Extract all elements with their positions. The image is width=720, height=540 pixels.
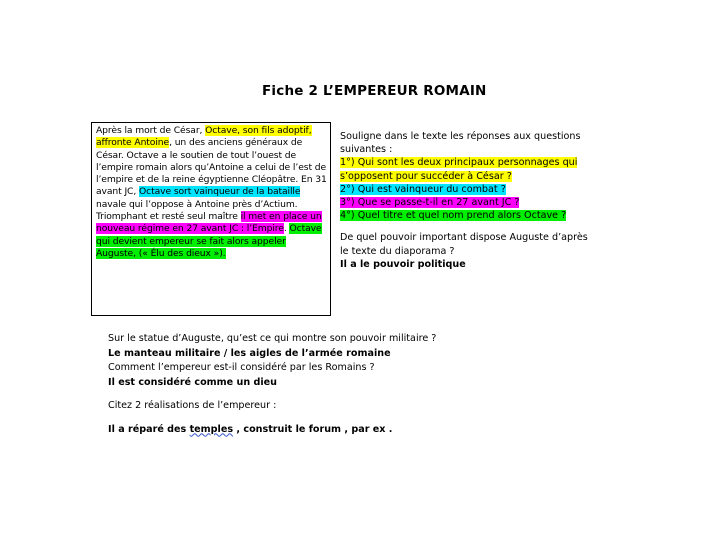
highlight-empire: il met en place un nouveau régime en 27 avant JC : l’Empire xyxy=(96,211,322,235)
answer-temples-word: temples xyxy=(189,423,234,435)
question-3: 3°) Que se passe-t-il en 27 avant JC ? xyxy=(340,197,520,209)
question-consideration: Comment l’empereur est-il considéré par les Romains ? xyxy=(108,362,375,373)
answer-realisations xyxy=(108,423,528,438)
page-title: Fiche 2 L’EMPEREUR ROMAIN xyxy=(262,83,487,99)
question-2: 2°) Qui est vainqueur du combat ? xyxy=(340,183,506,195)
instruction-line-2: suivantes : xyxy=(340,144,393,156)
highlight-victor: Octave sort vainqueur de la bataille xyxy=(139,186,301,198)
highlight-antagonists: Octave, son fils adoptif, affronte Antoine xyxy=(96,125,312,149)
answer-consideration: Il est considéré comme un dieu xyxy=(108,376,278,388)
question-realisations: Citez 2 réalisations de l’empereur : xyxy=(108,400,277,411)
question-1-line-1: 1°) Qui sont les deux principaux personnages qui xyxy=(340,157,578,169)
question-5-line-2: le texte du diaporama ? xyxy=(340,245,455,257)
text-segment: Après la mort de César, xyxy=(96,125,206,136)
question-4: 4°) Quel titre et quel nom prend alors Octave ? xyxy=(340,210,567,222)
instruction-line-1: Souligne dans le texte les réponses aux questions xyxy=(340,131,581,142)
questions-panel xyxy=(340,130,640,271)
text-segment: navale qui l’oppose à Antoine près d’Actium. Triomphant et resté seul maître xyxy=(96,198,298,223)
question-statue: Sur le statue d’Auguste, qu’est ce qui montre son pouvoir militaire ? xyxy=(108,333,437,344)
question-1-line-2: s’opposent pour succéder à César ? xyxy=(340,170,512,182)
answer-statue: Le manteau militaire / les aigles de l’armée romaine xyxy=(108,347,391,359)
answer-realisations-part-2: , construit le forum , par ex . xyxy=(233,423,393,435)
text-segment: . xyxy=(283,223,290,235)
answer-5: Il a le pouvoir politique xyxy=(340,258,466,270)
history-paragraph xyxy=(96,125,328,260)
text-segment: , un des anciens généraux de César. Octave a le soutien de tout l’ouest de l’empire romain alors qu’Antoine a celui de l’est de l’empire et de la reine égyptienne Cléopâtre. En 31 avant JC, xyxy=(96,137,327,198)
bottom-questions xyxy=(108,332,528,437)
question-5-line-1: De quel pouvoir important dispose Auguste d’après xyxy=(340,232,588,244)
highlight-augustus: Octave qui devient empereur se fait alors appeler Auguste, (« Élu des dieux »). xyxy=(96,223,322,259)
answer-realisations-part-1: Il a réparé des xyxy=(108,423,190,435)
